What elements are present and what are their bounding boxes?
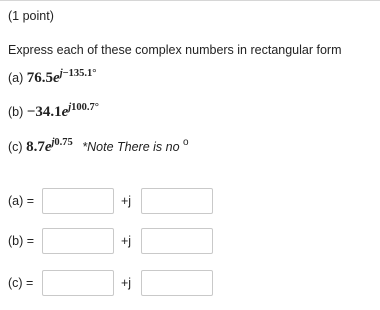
answer-a-real-input[interactable] bbox=[42, 188, 114, 214]
plus-j-label: +j bbox=[121, 276, 132, 290]
expression-label: (a) bbox=[8, 71, 24, 85]
complex-number-polar bbox=[26, 139, 73, 155]
degree-note bbox=[82, 137, 189, 154]
answer-b-real-input[interactable] bbox=[42, 228, 114, 254]
expression-c bbox=[8, 137, 189, 156]
answer-row-b bbox=[8, 228, 380, 256]
answer-label: (c) = bbox=[8, 276, 34, 290]
expression-b bbox=[8, 102, 99, 121]
exponent bbox=[51, 137, 72, 148]
complex-number-polar bbox=[27, 70, 97, 86]
euler-e: e bbox=[53, 70, 60, 86]
exponent-value: 0.75 bbox=[54, 137, 73, 148]
points-label: (1 point) bbox=[8, 9, 54, 23]
expression-a bbox=[8, 68, 96, 87]
answer-b-imag-input[interactable] bbox=[141, 228, 213, 254]
answer-c-imag-input[interactable] bbox=[141, 270, 213, 296]
note-degree-symbol: o bbox=[183, 137, 189, 148]
answer-label: (a) = bbox=[8, 194, 35, 208]
answer-c-real-input[interactable] bbox=[42, 270, 114, 296]
euler-e: e bbox=[44, 139, 52, 155]
magnitude: 8.7 bbox=[26, 139, 45, 155]
plus-j-label: +j bbox=[121, 234, 132, 248]
exponent-value: −135.1° bbox=[62, 68, 97, 79]
instruction-text: Express each of these complex numbers in rectangular form bbox=[8, 43, 342, 57]
note-text: *Note There is no bbox=[82, 140, 180, 154]
answer-label: (b) = bbox=[8, 234, 35, 248]
plus-j-label: +j bbox=[121, 194, 132, 208]
magnitude: −34.1 bbox=[26, 104, 62, 120]
complex-number-polar bbox=[27, 104, 99, 120]
exponent bbox=[68, 102, 99, 113]
answer-a-imag-input[interactable] bbox=[141, 188, 213, 214]
expression-label: (b) bbox=[8, 105, 24, 119]
imaginary-unit: j bbox=[59, 68, 63, 79]
exponent bbox=[60, 68, 97, 79]
imaginary-unit: j bbox=[51, 137, 55, 148]
answer-row-a bbox=[8, 188, 380, 216]
answer-row-c bbox=[8, 270, 380, 298]
imaginary-unit: j bbox=[68, 102, 72, 113]
euler-e: e bbox=[61, 104, 69, 120]
top-divider bbox=[0, 0, 380, 1]
expression-label: (c) bbox=[8, 140, 23, 154]
exponent-value: 100.7° bbox=[71, 102, 99, 113]
magnitude: 76.5 bbox=[26, 70, 54, 86]
